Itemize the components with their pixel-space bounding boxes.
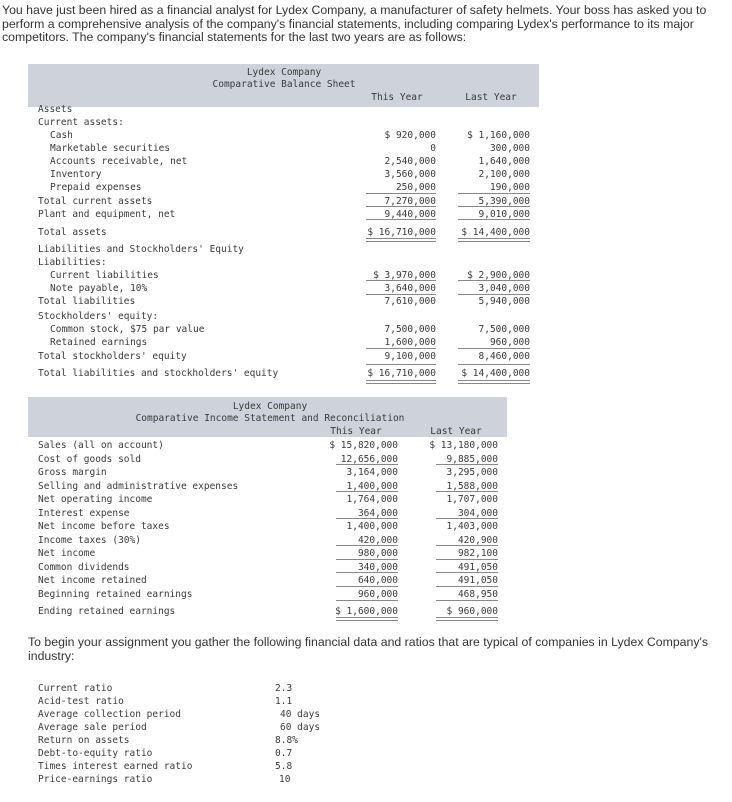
income-statement-row-label: Net operating income xyxy=(38,494,153,505)
balance-sheet-row-this-year: $ 16,710,000 xyxy=(367,368,436,379)
income-statement-row-this-year: 1,764,000 xyxy=(346,494,398,505)
income-statement-col-last-year: Last Year xyxy=(430,426,482,437)
balance-sheet-row-label: Stockholders' equity: xyxy=(38,311,159,322)
income-statement-row-label: Net income retained xyxy=(38,575,147,586)
income-statement-row-label: Net income xyxy=(38,548,96,559)
income-statement-row-last-year: 468,950 xyxy=(457,589,498,600)
balance-sheet-row-label: Prepaid expenses xyxy=(50,182,142,193)
income-statement-row-last-year: 982,100 xyxy=(457,548,498,559)
balance-sheet-row-this-year: 2,540,000 xyxy=(384,156,436,167)
income-statement-row-label: Selling and administrative expenses xyxy=(38,481,239,492)
rule-line xyxy=(436,572,498,573)
income-statement-row-label: Gross margin xyxy=(38,467,107,478)
rule-line xyxy=(366,219,436,220)
income-statement-row-label: Ending retained earnings xyxy=(38,606,176,617)
balance-sheet-row-label: Retained earnings xyxy=(50,337,148,348)
balance-sheet-row-label: Total liabilities xyxy=(38,296,136,307)
income-statement-row-this-year: 640,000 xyxy=(357,575,398,586)
income-statement-row-this-year: 1,400,000 xyxy=(346,521,398,532)
income-statement-row-last-year: 491,050 xyxy=(457,575,498,586)
industry-ratio-value: 1.1 xyxy=(275,696,293,707)
income-statement-row-label: Net income before taxes xyxy=(38,521,170,532)
rule-line xyxy=(436,586,498,587)
rule-line xyxy=(336,617,398,621)
balance-sheet-row-label: Inventory xyxy=(50,169,102,180)
income-statement-row-this-year: $ 1,600,000 xyxy=(335,606,398,617)
balance-sheet-row-this-year: 7,610,000 xyxy=(384,296,436,307)
income-statement-row-this-year: 12,656,000 xyxy=(340,454,398,465)
intro-paragraph: You have just been hired as a financial analyst for Lydex Company, a manufacturer of safety helmets. Your boss has asked you to perform a comprehensive analysis of the company's financial statements, including comparing Lydex's performance to its major competitors. The company's financial statements for the last two years are as follows: xyxy=(2,3,707,44)
income-statement-row-this-year: 1,400,000 xyxy=(346,481,398,492)
balance-sheet-row-this-year: $ 920,000 xyxy=(384,130,436,141)
rule-line xyxy=(366,294,436,295)
balance-sheet-col-last-year: Last Year xyxy=(465,92,517,103)
balance-sheet-row-label: Current assets: xyxy=(38,117,124,128)
balance-sheet-row-this-year: 0 xyxy=(430,143,436,154)
balance-sheet-row-last-year: 5,940,000 xyxy=(478,296,530,307)
industry-ratio-label: Debt-to-equity ratio xyxy=(38,748,153,759)
rule-line xyxy=(458,280,530,281)
income-statement-row-last-year: 9,885,000 xyxy=(446,454,498,465)
balance-sheet-row-last-year: $ 14,400,000 xyxy=(461,227,530,238)
balance-sheet-row-last-year: $ 2,900,000 xyxy=(467,270,530,281)
industry-ratio-label: Price-earnings ratio xyxy=(38,774,153,785)
rule-line xyxy=(436,491,498,492)
industry-ratio-value: 8.8% xyxy=(275,735,298,746)
balance-sheet-row-last-year: 1,640,000 xyxy=(478,156,530,167)
rule-line xyxy=(458,294,530,295)
balance-sheet-row-label: Common stock, $75 par value xyxy=(50,324,205,335)
rule-line xyxy=(436,464,498,465)
industry-ratio-value: 10 xyxy=(279,774,291,785)
balance-sheet-row-last-year: $ 1,160,000 xyxy=(467,130,530,141)
balance-sheet-row-label: Marketable securities xyxy=(50,143,171,154)
balance-sheet-title: Comparative Balance Sheet xyxy=(212,79,356,90)
rule-line xyxy=(458,206,530,207)
rule-line xyxy=(336,586,398,587)
balance-sheet-row-this-year: 250,000 xyxy=(395,182,436,193)
balance-sheet-row-label: Total assets xyxy=(38,227,107,238)
balance-sheet-row-label: Liabilities and Stockholders' Equity xyxy=(38,244,244,255)
income-statement-row-label: Sales (all on account) xyxy=(38,440,164,451)
industry-ratio-label: Average sale period xyxy=(38,722,147,733)
industry-ratio-value: 0.7 xyxy=(275,748,293,759)
rule-line xyxy=(458,238,530,242)
rule-line xyxy=(336,600,398,601)
industry-ratio-label: Current ratio xyxy=(38,683,113,694)
balance-sheet-col-this-year: This Year xyxy=(371,92,423,103)
industry-ratio-label: Return on assets xyxy=(38,735,130,746)
rule-line xyxy=(436,600,498,601)
rule-line xyxy=(366,364,436,365)
balance-sheet-row-this-year: 7,500,000 xyxy=(384,324,436,335)
rule-line xyxy=(458,348,530,349)
balance-sheet-row-last-year: 300,000 xyxy=(489,143,530,154)
balance-sheet-row-this-year: 1,600,000 xyxy=(384,337,436,348)
balance-sheet-row-label: Total liabilities and stockholders' equity xyxy=(38,368,279,379)
rule-line xyxy=(458,193,530,194)
income-statement-row-last-year: $ 13,180,000 xyxy=(429,440,498,451)
industry-ratio-label: Average collection period xyxy=(38,709,181,720)
balance-sheet-row-last-year: $ 14,400,000 xyxy=(461,368,530,379)
industry-ratio-value: 2.3 xyxy=(275,683,293,694)
balance-sheet-row-this-year: 9,440,000 xyxy=(384,209,436,220)
rule-line xyxy=(458,380,530,384)
income-statement-row-last-year: 420,900 xyxy=(457,535,498,546)
balance-sheet-row-label: Current liabilities xyxy=(50,270,159,281)
rule-line xyxy=(336,518,398,519)
rule-line xyxy=(436,518,498,519)
balance-sheet-row-last-year: 190,000 xyxy=(489,182,530,193)
income-statement-row-this-year: 420,000 xyxy=(357,535,398,546)
balance-sheet-row-last-year: 3,040,000 xyxy=(478,283,530,294)
industry-ratio-label: Acid-test ratio xyxy=(38,696,124,707)
income-statement-row-this-year: $ 15,820,000 xyxy=(329,440,398,451)
rule-line xyxy=(436,617,498,621)
rule-line xyxy=(458,219,530,220)
balance-sheet-row-label: Note payable, 10% xyxy=(50,283,148,294)
industry-ratio-value: 40 days xyxy=(280,709,321,720)
rule-line xyxy=(436,545,498,546)
rule-line xyxy=(366,206,436,207)
income-statement-col-this-year: This Year xyxy=(330,426,382,437)
balance-sheet-row-label: Plant and equipment, net xyxy=(38,209,176,220)
balance-sheet-row-last-year: 9,010,000 xyxy=(478,209,530,220)
income-statement-row-this-year: 960,000 xyxy=(357,589,398,600)
balance-sheet-company: Lydex Company xyxy=(246,67,322,78)
rule-line xyxy=(336,572,398,573)
rule-line xyxy=(366,348,436,349)
balance-sheet-row-this-year: $ 16,710,000 xyxy=(367,227,436,238)
income-statement-row-this-year: 340,000 xyxy=(357,562,398,573)
rule-line xyxy=(336,559,398,560)
balance-sheet-row-label: Total current assets xyxy=(38,196,153,207)
income-statement-row-last-year: 304,000 xyxy=(457,508,498,519)
balance-sheet-row-label: Assets xyxy=(38,104,73,115)
rule-line xyxy=(336,464,398,465)
balance-sheet-row-last-year: 960,000 xyxy=(489,337,530,348)
rule-line xyxy=(436,559,498,560)
balance-sheet-row-this-year: $ 3,970,000 xyxy=(373,270,436,281)
rule-line xyxy=(336,491,398,492)
industry-ratio-label: Times interest earned ratio xyxy=(38,761,193,772)
income-statement-row-label: Cost of goods sold xyxy=(38,454,141,465)
income-statement-row-last-year: 3,295,000 xyxy=(446,467,498,478)
industry-intro-paragraph: To begin your assignment you gather the following financial data and ratios that are typical of companies in Lydex Company's industry: xyxy=(28,635,708,663)
industry-ratio-value: 60 days xyxy=(280,722,321,733)
balance-sheet-row-last-year: 2,100,000 xyxy=(478,169,530,180)
rule-line xyxy=(336,545,398,546)
balance-sheet-row-last-year: 7,500,000 xyxy=(478,324,530,335)
income-statement-row-this-year: 364,000 xyxy=(357,508,398,519)
balance-sheet-row-label: Liabilities: xyxy=(38,257,107,268)
balance-sheet-row-this-year: 7,270,000 xyxy=(384,196,436,207)
income-statement-row-last-year: 1,588,000 xyxy=(446,481,498,492)
balance-sheet-row-label: Accounts receivable, net xyxy=(50,156,188,167)
income-statement-row-last-year: $ 960,000 xyxy=(446,606,498,617)
balance-sheet-row-this-year: 3,640,000 xyxy=(384,283,436,294)
income-statement-row-label: Beginning retained earnings xyxy=(38,589,193,600)
income-statement-row-last-year: 1,403,000 xyxy=(446,521,498,532)
rule-line xyxy=(366,238,436,242)
balance-sheet-row-last-year: 5,390,000 xyxy=(478,196,530,207)
balance-sheet-row-last-year: 8,460,000 xyxy=(478,351,530,362)
income-statement-title: Comparative Income Statement and Reconciliation xyxy=(135,413,405,424)
balance-sheet-row-label: Cash xyxy=(50,130,73,141)
rule-line xyxy=(366,380,436,384)
income-statement-company: Lydex Company xyxy=(232,401,308,412)
balance-sheet-row-this-year: 3,560,000 xyxy=(384,169,436,180)
rule-line xyxy=(366,280,436,281)
income-statement-row-last-year: 1,707,000 xyxy=(446,494,498,505)
income-statement-row-label: Common dividends xyxy=(38,562,130,573)
income-statement-row-label: Interest expense xyxy=(38,508,130,519)
balance-sheet-row-this-year: 9,100,000 xyxy=(384,351,436,362)
industry-ratio-value: 5.8 xyxy=(275,761,293,772)
income-statement-row-label: Income taxes (30%) xyxy=(38,535,141,546)
balance-sheet-row-label: Total stockholders' equity xyxy=(38,351,187,362)
rule-line xyxy=(458,364,530,365)
income-statement-row-this-year: 980,000 xyxy=(357,548,398,559)
rule-line xyxy=(366,193,436,194)
income-statement-row-this-year: 3,164,000 xyxy=(346,467,398,478)
income-statement-row-last-year: 491,050 xyxy=(457,562,498,573)
